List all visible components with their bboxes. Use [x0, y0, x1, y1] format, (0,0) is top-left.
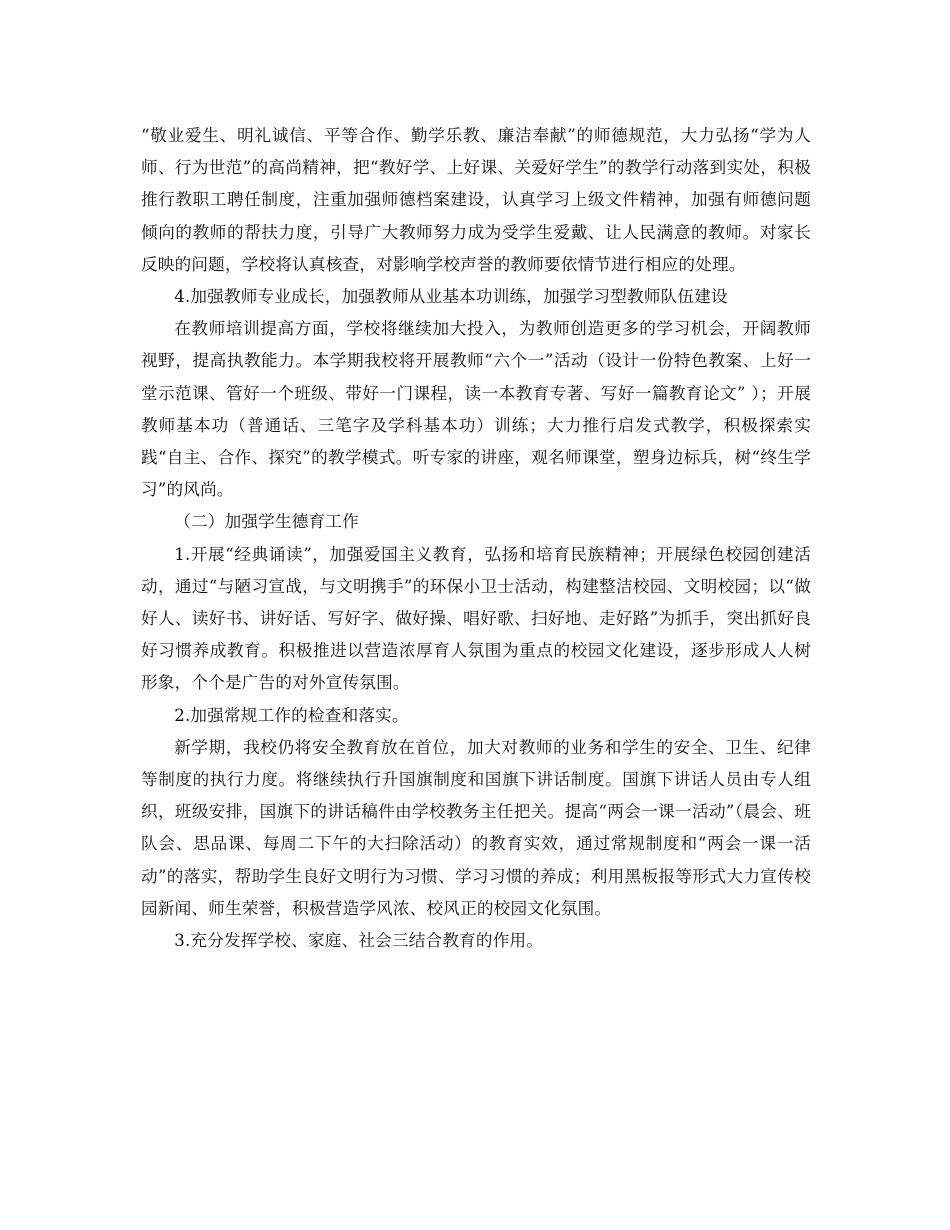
paragraph-teacher-ethics: “敬业爱生、明礼诚信、平等合作、勤学乐教、廉洁奉献”的师德规范，大力弘扬“学为人师、行为世范”的高尚精神，把“教好学、上好课、关爱好学生”的教学行动落到实处，积极推行教职工聘任制度，注重加强师德档案建设，认真学习上级文件精神，加强有师德问题倾向的教师的帮扶力度，引导广大教师努力成为受学生爱戴、让人民满意的教师。对家长反映的问题，学校将认真核查，对影响学校声誉的教师要依情节进行相应的处理。: [141, 126, 811, 274]
document-body: [141, 120, 811, 957]
paragraph-safety-education: 新学期，我校仍将安全教育放在首位，加大对教师的业务和学生的安全、卫生、纪律等制度的执行力度。将继续执行升国旗制度和国旗下讲话制度。国旗下讲话人员由专人组织，班级安排，国旗下的讲话稿件由学校教务主任把关。提高“两会一课一活动”（晨会、班队会、思品课、每周二下午的大扫除活动）的教育实效，通过常规制度和“两会一课一活动”的落实，帮助学生良好文明行为习惯、学习习惯的养成；利用黑板报等形式大力宣传校园新闻、师生荣誉，积极营造学风浓、校风正的校园文化氛围。: [141, 737, 811, 918]
heading-student-moral-education: （二）加强学生德育工作: [174, 512, 359, 532]
heading-school-family-society: 3.充分发挥学校、家庭、社会三结合教育的作用。: [174, 931, 544, 951]
heading-teacher-growth: 4.加强教师专业成长，加强教师从业基本功训练，加强学习型教师队伍建设: [174, 287, 728, 307]
paragraph-teacher-training: 在教师培训提高方面，学校将继续加大投入，为教师创造更多的学习机会，开阔教师视野，提高执教能力。本学期我校将开展教师“六个一”活动（设计一份特色教案、上好一堂示范课、管好一个班级、带好一门课程，读一本教育专著、写好一篇教育论文” ）；开展教师基本功（普通话、三笔字及学科基本功）训练；大力推行启发式教学，积极探索实践“自主、合作、探究”的教学模式。听专家的讲座，观名师课堂，塑身边标兵，树“终生学习”的风尚。: [141, 319, 811, 500]
paragraph-classic-reading: 1.开展“经典诵读”，加强爱国主义教育，弘扬和培育民族精神；开展绿色校园创建活动，通过“与陋习宣战，与文明携手”的环保小卫士活动，构建整洁校园、文明校园；以“做好人、读好书、讲好话、写好字、做好操、唱好歌、扫好地、走好路”为抓手，突出抓好良好习惯养成教育。积极推进以营造浓厚育人氛围为重点的校园文化建设，逐步形成人人树形象，个个是广告的对外宣传氛围。: [141, 544, 811, 693]
heading-routine-work: 2.加强常规工作的检查和落实。: [174, 705, 409, 725]
